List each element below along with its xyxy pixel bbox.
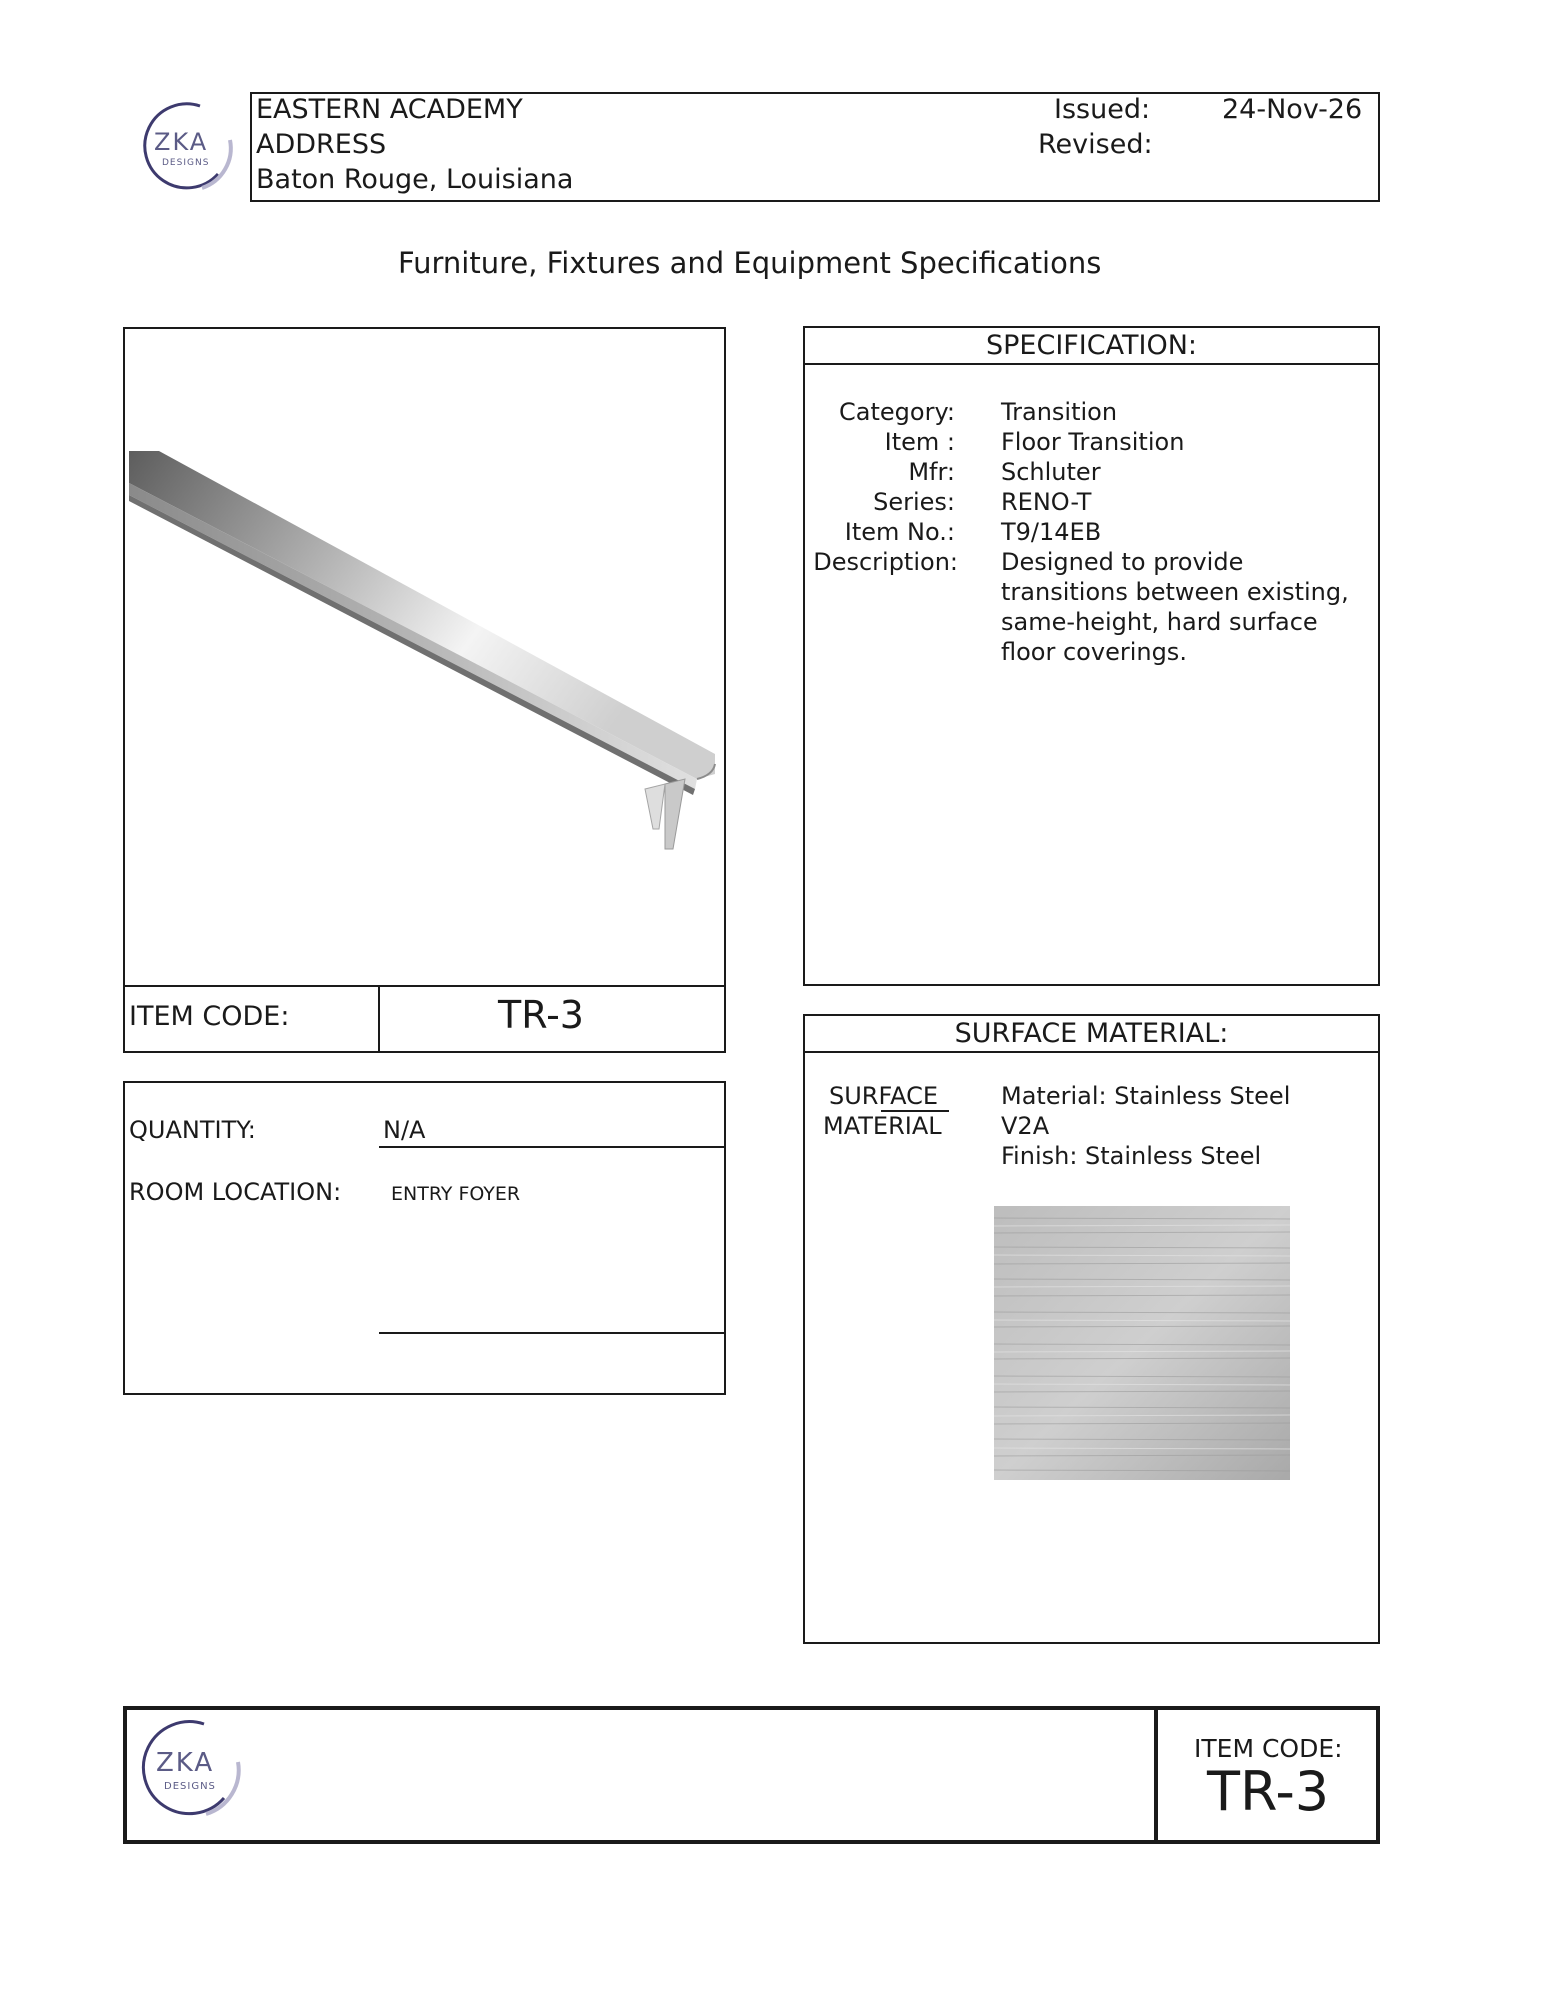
issued-label: Issued:: [1054, 94, 1151, 125]
spec-value-category: Transition: [1001, 398, 1118, 426]
footer-logo: [140, 1718, 244, 1822]
project-address: ADDRESS: [256, 129, 387, 160]
spec-description-line: floor coverings.: [1001, 638, 1187, 666]
specification-title: SPECIFICATION:: [985, 330, 1198, 361]
spec-description-line: transitions between existing,: [1001, 578, 1349, 606]
item-code-label: ITEM CODE:: [129, 1001, 290, 1032]
footer-box: [123, 1706, 1380, 1844]
product-image-box: [123, 327, 726, 1053]
room-location-value: ENTRY FOYER: [391, 1183, 521, 1205]
spec-label-item: Item :: [884, 428, 955, 456]
spec-label-category: Category:: [839, 398, 955, 426]
item-code-row-divider: [125, 985, 724, 987]
surface-label-line2: MATERIAL: [823, 1112, 942, 1140]
footer-item-code-value: TR-3: [1207, 1760, 1330, 1823]
surface-material-title: SURFACE MATERIAL:: [954, 1018, 1229, 1049]
stainless-steel-swatch: [994, 1206, 1290, 1480]
surface-material-title-divider: [805, 1051, 1378, 1053]
spec-value-item: Floor Transition: [1001, 428, 1185, 456]
issued-date: 24-Nov-26: [1222, 94, 1363, 125]
page-title: Furniture, Fixtures and Equipment Specifications: [398, 246, 1102, 280]
quantity-value: N/A: [383, 1116, 426, 1144]
room-location-label: ROOM LOCATION:: [129, 1178, 342, 1206]
spec-label-item-no: Item No.:: [844, 518, 955, 546]
spec-value-item-no: T9/14EB: [1001, 518, 1102, 546]
revised-label: Revised:: [1038, 129, 1153, 160]
spec-value-mfr: Schluter: [1001, 458, 1101, 486]
surface-material-box: [803, 1014, 1380, 1644]
quantity-underline: [379, 1146, 724, 1148]
quantity-label: QUANTITY:: [129, 1116, 256, 1144]
specification-box: [803, 326, 1380, 986]
spec-label-series: Series:: [873, 488, 955, 516]
spec-value-description: Designed to provide: [1001, 548, 1244, 576]
logo-subtitle: DESIGNS: [162, 158, 210, 168]
footer-divider: [1154, 1710, 1158, 1840]
logo-letters: ZKA: [154, 128, 209, 156]
logo-subtitle: DESIGNS: [164, 1781, 216, 1792]
specification-title-divider: [805, 363, 1378, 365]
project-name: EASTERN ACADEMY: [256, 94, 523, 125]
quantity-room-box: [123, 1081, 726, 1395]
product-transition-image: [125, 329, 724, 989]
spec-label-mfr: Mfr:: [908, 458, 955, 486]
item-code-col-divider: [378, 985, 380, 1051]
header-logo: [140, 100, 236, 196]
project-city: Baton Rouge, Louisiana: [256, 164, 574, 195]
room-location-underline: [379, 1332, 724, 1334]
surface-material-value-2: V2A: [1001, 1112, 1050, 1140]
logo-letters: ZKA: [156, 1748, 215, 1778]
surface-label-line1: SURFACE: [829, 1082, 938, 1110]
surface-finish-value: Finish: Stainless Steel: [1001, 1142, 1262, 1170]
spec-label-description: Description:: [813, 548, 958, 576]
spec-value-series: RENO-T: [1001, 488, 1092, 516]
surface-material-value: Material: Stainless Steel: [1001, 1082, 1291, 1110]
spec-description-line: same-height, hard surface: [1001, 608, 1318, 636]
footer-item-code-label: ITEM CODE:: [1194, 1734, 1343, 1763]
item-code-value: TR-3: [498, 993, 584, 1037]
